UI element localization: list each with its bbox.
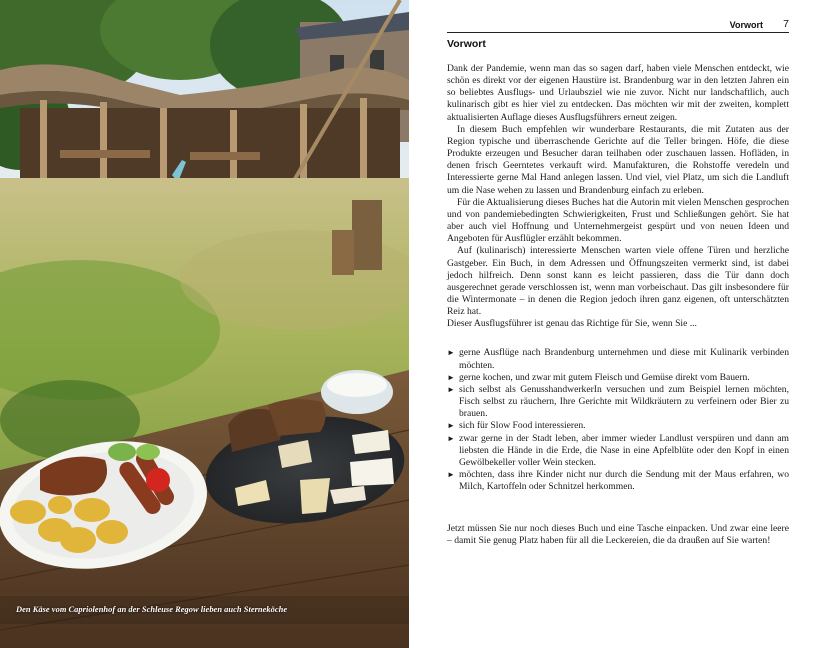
- arrow-bullet-icon: ►: [447, 470, 455, 479]
- paragraph: In diesem Buch empfehlen wir wunderbare Restaurants, die mit Zutaten aus der Region typische und überraschende Gerichte auf die Teller bringen. Höfe, die diese Produkte erzeugen und Besucher daran teilhaben oder zuschauen lassen. Hofläden, in denen frisch Geerntetes verkauft wird. Manufakturen, die Rohstoffe veredeln und Interessierte gerne Mal Hand anlegen lassen. Und viel, viel Platz, um sich die Landluft um die Nase wehen zu lassen und Brandenburg einfach zu erleben.: [447, 123, 789, 196]
- chapter-heading: Vorwort: [447, 38, 486, 50]
- list-item-text: zwar gerne in der Stadt leben, aber immer wieder Landlust verspüren und dann am liebsten die Hände in die Erde, die Nase in eine Apfelblüte oder den Kopf in einen Gewölbekeller voller Wein stecken.: [459, 432, 789, 468]
- list-item-text: gerne Ausflüge nach Brandenburg unternehmen und diese mit Kulinarik verbinden möchten.: [459, 347, 789, 371]
- list-item: [447, 384, 789, 420]
- list-item: [447, 469, 789, 493]
- paragraph: Auf (kulinarisch) interessierte Menschen warten viele offene Türen und herzliche Gastgeber. Ein Buch, in dem Adressen und Öffnungszeiten vermerkt sind, ist dabei jedoch hilfreich. Denn sonst kann es leicht passieren, dass die Tür dann doch ausgerechnet gerade verschlossen ist, wenn man vorbeischaut. Das gilt insbesondere für die Wintermonate – in denen die Region jedoch ihren ganz eigenen, oft unterschätzten Reiz hat.: [447, 245, 789, 318]
- bullet-list: [447, 347, 789, 493]
- paragraph: Für die Aktualisierung dieses Buches hat die Autorin mit vielen Menschen gesprochen und von pandemiebedingten Schwierigkeiten, Frust und Schließungen gehört. Sie hat aber auch viel Hoffnung und Unternehmergeist gespürt und von neuen Ideen und Angeboten für Ausflügler erzählt bekommen.: [447, 196, 789, 245]
- arrow-bullet-icon: ►: [447, 372, 455, 382]
- closing-paragraph: Jetzt müssen Sie nur noch dieses Buch und eine Tasche einpacken. Und zwar eine leere – damit Sie genug Platz haben für all die Leckereien, die da draußen auf Sie warten!: [447, 523, 789, 547]
- list-item: [447, 433, 789, 469]
- arrow-bullet-icon: ►: [447, 433, 455, 443]
- arrow-bullet-icon: ►: [447, 421, 455, 431]
- list-item-text: gerne kochen, und zwar mit gutem Fleisch und Gemüse direkt vom Bauern.: [459, 371, 750, 383]
- running-head-title: Vorwort: [729, 20, 763, 30]
- text-page: [411, 0, 819, 648]
- list-item: [447, 347, 789, 371]
- paragraph: Dieser Ausflugsführer ist genau das Richtige für Sie, wenn Sie ...: [447, 318, 697, 330]
- arrow-bullet-icon: ►: [447, 348, 455, 358]
- list-item-text: sich für Slow Food interessieren.: [459, 420, 586, 432]
- arrow-bullet-icon: ►: [447, 384, 455, 394]
- list-item: [447, 420, 789, 432]
- list-item-text: möchten, dass ihre Kinder nicht nur durch die Sendung mit der Maus erfahren, wo Milch, Kartoffeln oder Schnitzel herkommen.: [459, 469, 789, 493]
- page-number: 7: [783, 18, 789, 30]
- body-text: [447, 63, 789, 548]
- list-item: [447, 372, 789, 384]
- paragraph: Dank der Pandemie, wenn man das so sagen darf, haben viele Menschen entdeckt, wie schön es direkt vor der eigenen Haustüre ist. Brandenburg war in den letzten Jahren ein so beliebtes Ausflugs- und Urlaubsziel wie nie zuvor. Nicht nur landschaftlich, auch kulinarisch gibt es hier viel zu entdecken. Das möchten wir mit der zweiten, komplett aktualisierten Auflage dieses Ausflugsführers erneut zeigen.: [447, 63, 789, 123]
- photo-caption: Den Käse vom Capriolenhof an der Schleuse Regow lieben auch Sterneköche: [16, 605, 288, 614]
- running-head: [447, 18, 789, 33]
- photo: [0, 0, 409, 648]
- photo-illustration: [0, 0, 409, 648]
- list-item-text: sich selbst als GenusshandwerkerIn versuchen und zum Beispiel lernen möchten, Fisch selbst zu räuchern, Ihre Gerichte mit Wildkräutern zu verfeinern oder Bier zu brauen.: [459, 383, 789, 420]
